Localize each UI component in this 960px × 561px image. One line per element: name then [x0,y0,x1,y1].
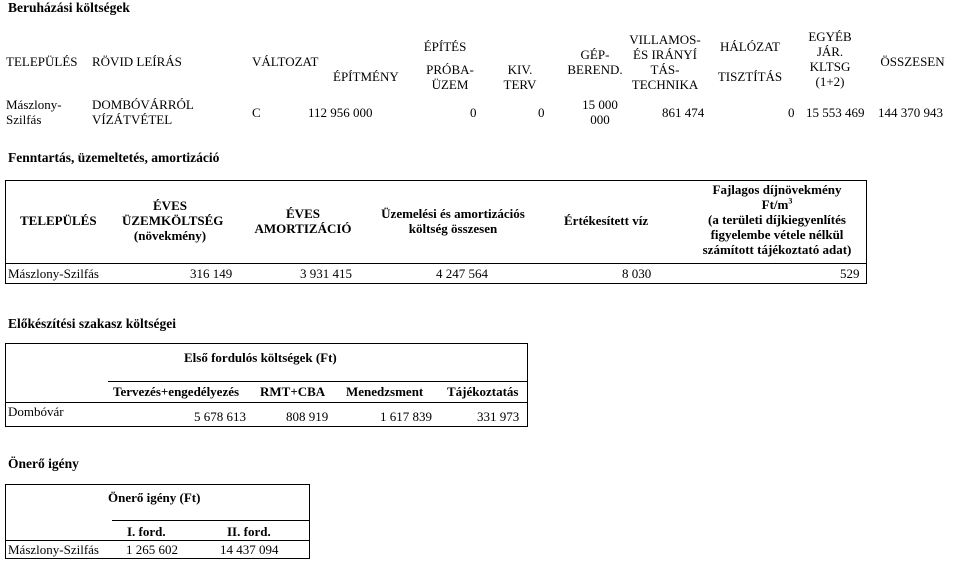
row-telepules-line1: Mászlony- [6,97,62,112]
header-uzemelesi [360,206,546,236]
header-epites: ÉPÍTÉS [423,39,467,54]
header-tisztitas: TISZTÍTÁS [717,69,783,84]
row-menedzsment: 1 617 839 [380,409,432,424]
section-title-onero: Önerő igény [8,456,79,471]
row-osszesen: 144 370 943 [878,105,943,120]
header-rmt: RMT+CBA [260,384,326,399]
header-gep-berend-line2: BEREND. [567,62,623,77]
row-gep-berend [560,97,640,127]
header-villamos-line3: TÁS- [650,62,680,77]
header-kiv-terv-line1: KIV. [507,62,533,77]
header-fajlagos-line4: figyelembe vétele nélkül [710,227,844,242]
header-halozat: HÁLÓZAT [720,39,780,54]
header-gep-berend-line1: GÉP- [580,47,610,62]
row-fajlagos: 529 [840,266,860,281]
row-osszesen: 4 247 564 [436,266,488,281]
header-uzemelesi-line1: Üzemelési és amortizációs [381,206,525,221]
row-rmt: 808 919 [286,409,329,424]
header-amortizacio [244,206,362,236]
group-header-onero: Önerő igény (Ft) [108,490,201,505]
row-telepules: Mászlony-Szilfás [8,266,99,281]
row-telepules: Dombóvár [8,404,64,419]
section-title-beruhazasi: Beruházási költségek [8,0,130,15]
header-proba-uzem [415,62,485,92]
header-uzemkoltseg-line3: (növekmény) [133,228,207,243]
row-telepules [6,97,62,127]
row-egyeb: 15 553 469 [806,105,865,120]
header-fajlagos-line3: (a területi díjkiegyenlítés [708,212,846,227]
row-leiras-line1: DOMBÓVÁRRÓL [92,97,194,112]
header-villamos-line2: ÉS IRÁNYÍ [633,47,697,62]
row-tervezes: 5 678 613 [194,409,246,424]
header-ertekesitett: Értékesített víz [564,213,649,228]
header-villamos-line4: TECHNIKA [631,77,699,92]
header-fajlagos-line2: $Ft/m^3$ [761,196,793,212]
row-valtozat: C [252,105,261,120]
header-menedzsment: Menedzsment [346,384,424,399]
header-proba-uzem-line1: PRÓBA- [426,62,474,77]
header-valtozat: VÁLTOZAT [252,54,319,69]
header-amortizacio-line2: AMORTIZÁCIÓ [254,221,352,236]
header-egyeb-line4: (1+2) [815,74,845,89]
header-amortizacio-line1: ÉVES [286,206,320,221]
header-fajlagos-line5: számított tájékoztató adat) [702,242,852,257]
row-gep-berend-line2: 000 [590,112,610,127]
header-telepules: TELEPÜLÉS [6,54,78,69]
header-villamos [620,32,710,92]
header-fajlagos [694,182,860,257]
header-villamos-line1: VILLAMOS- [629,32,701,47]
header-rovid-leiras: RÖVID LEÍRÁS [92,54,182,69]
header-uzemkoltseg-line2: ÜZEMKÖLTSÉG [122,213,224,228]
header-uzemelesi-line2: költség összesen [408,221,498,236]
header-egyeb [790,29,870,89]
row-ii-ford: 14 437 094 [220,542,279,557]
header-proba-uzem-line2: ÜZEM [431,77,469,92]
header-kiv-terv-line2: TERV [503,77,537,92]
row-ertekesitett: 8 030 [622,266,652,281]
section-title-fenntartas: Fenntartás, üzemeltetés, amortizáció [8,150,220,165]
header-epitmeny: ÉPÍTMÉNY [333,69,399,84]
row-amortizacio: 3 931 415 [300,266,352,281]
row-leiras-line2: VÍZÁTVÉTEL [92,112,173,127]
row-uzemkoltseg: 316 149 [190,266,233,281]
row-telepules: Mászlony-Szilfás [8,542,99,557]
row-leiras [92,97,194,127]
header-fajlagos-line1: Fajlagos díjnövekmény [712,182,842,197]
header-i-ford: I. ford. [127,524,166,539]
row-villamos: 861 474 [662,105,705,120]
header-tervezes: Tervezés+engedélyezés [113,384,240,399]
row-gep-berend-line1: 15 000 [582,97,618,112]
row-tajekoztatas: 331 973 [477,409,520,424]
header-uzemkoltseg [122,198,224,243]
row-proba-uzem: 0 [470,105,477,120]
header-egyeb-line3: KLTSG [809,59,851,74]
header-tajekoztatas: Tájékoztatás [447,384,519,399]
header-egyeb-line2: JÁR. [816,44,844,59]
row-halozat: 0 [788,105,795,120]
header-telepules: TELEPÜLÉS [20,213,97,228]
row-epitmeny: 112 956 000 [308,105,373,120]
header-ii-ford: II. ford. [227,524,271,539]
row-i-ford: 1 265 602 [126,542,178,557]
header-egyeb-line1: EGYÉB [808,29,852,44]
header-kiv-terv [495,62,545,92]
group-header-elso-fordulo: Első fordulós költségek (Ft) [184,350,337,365]
section-title-elokeszitesi: Előkészítési szakasz költségei [8,316,176,331]
header-uzemkoltseg-line1: ÉVES [153,198,187,213]
header-osszesen: ÖSSZESEN [880,54,945,69]
row-telepules-line2: Szilfás [6,112,42,127]
row-kiv-terv: 0 [538,105,545,120]
